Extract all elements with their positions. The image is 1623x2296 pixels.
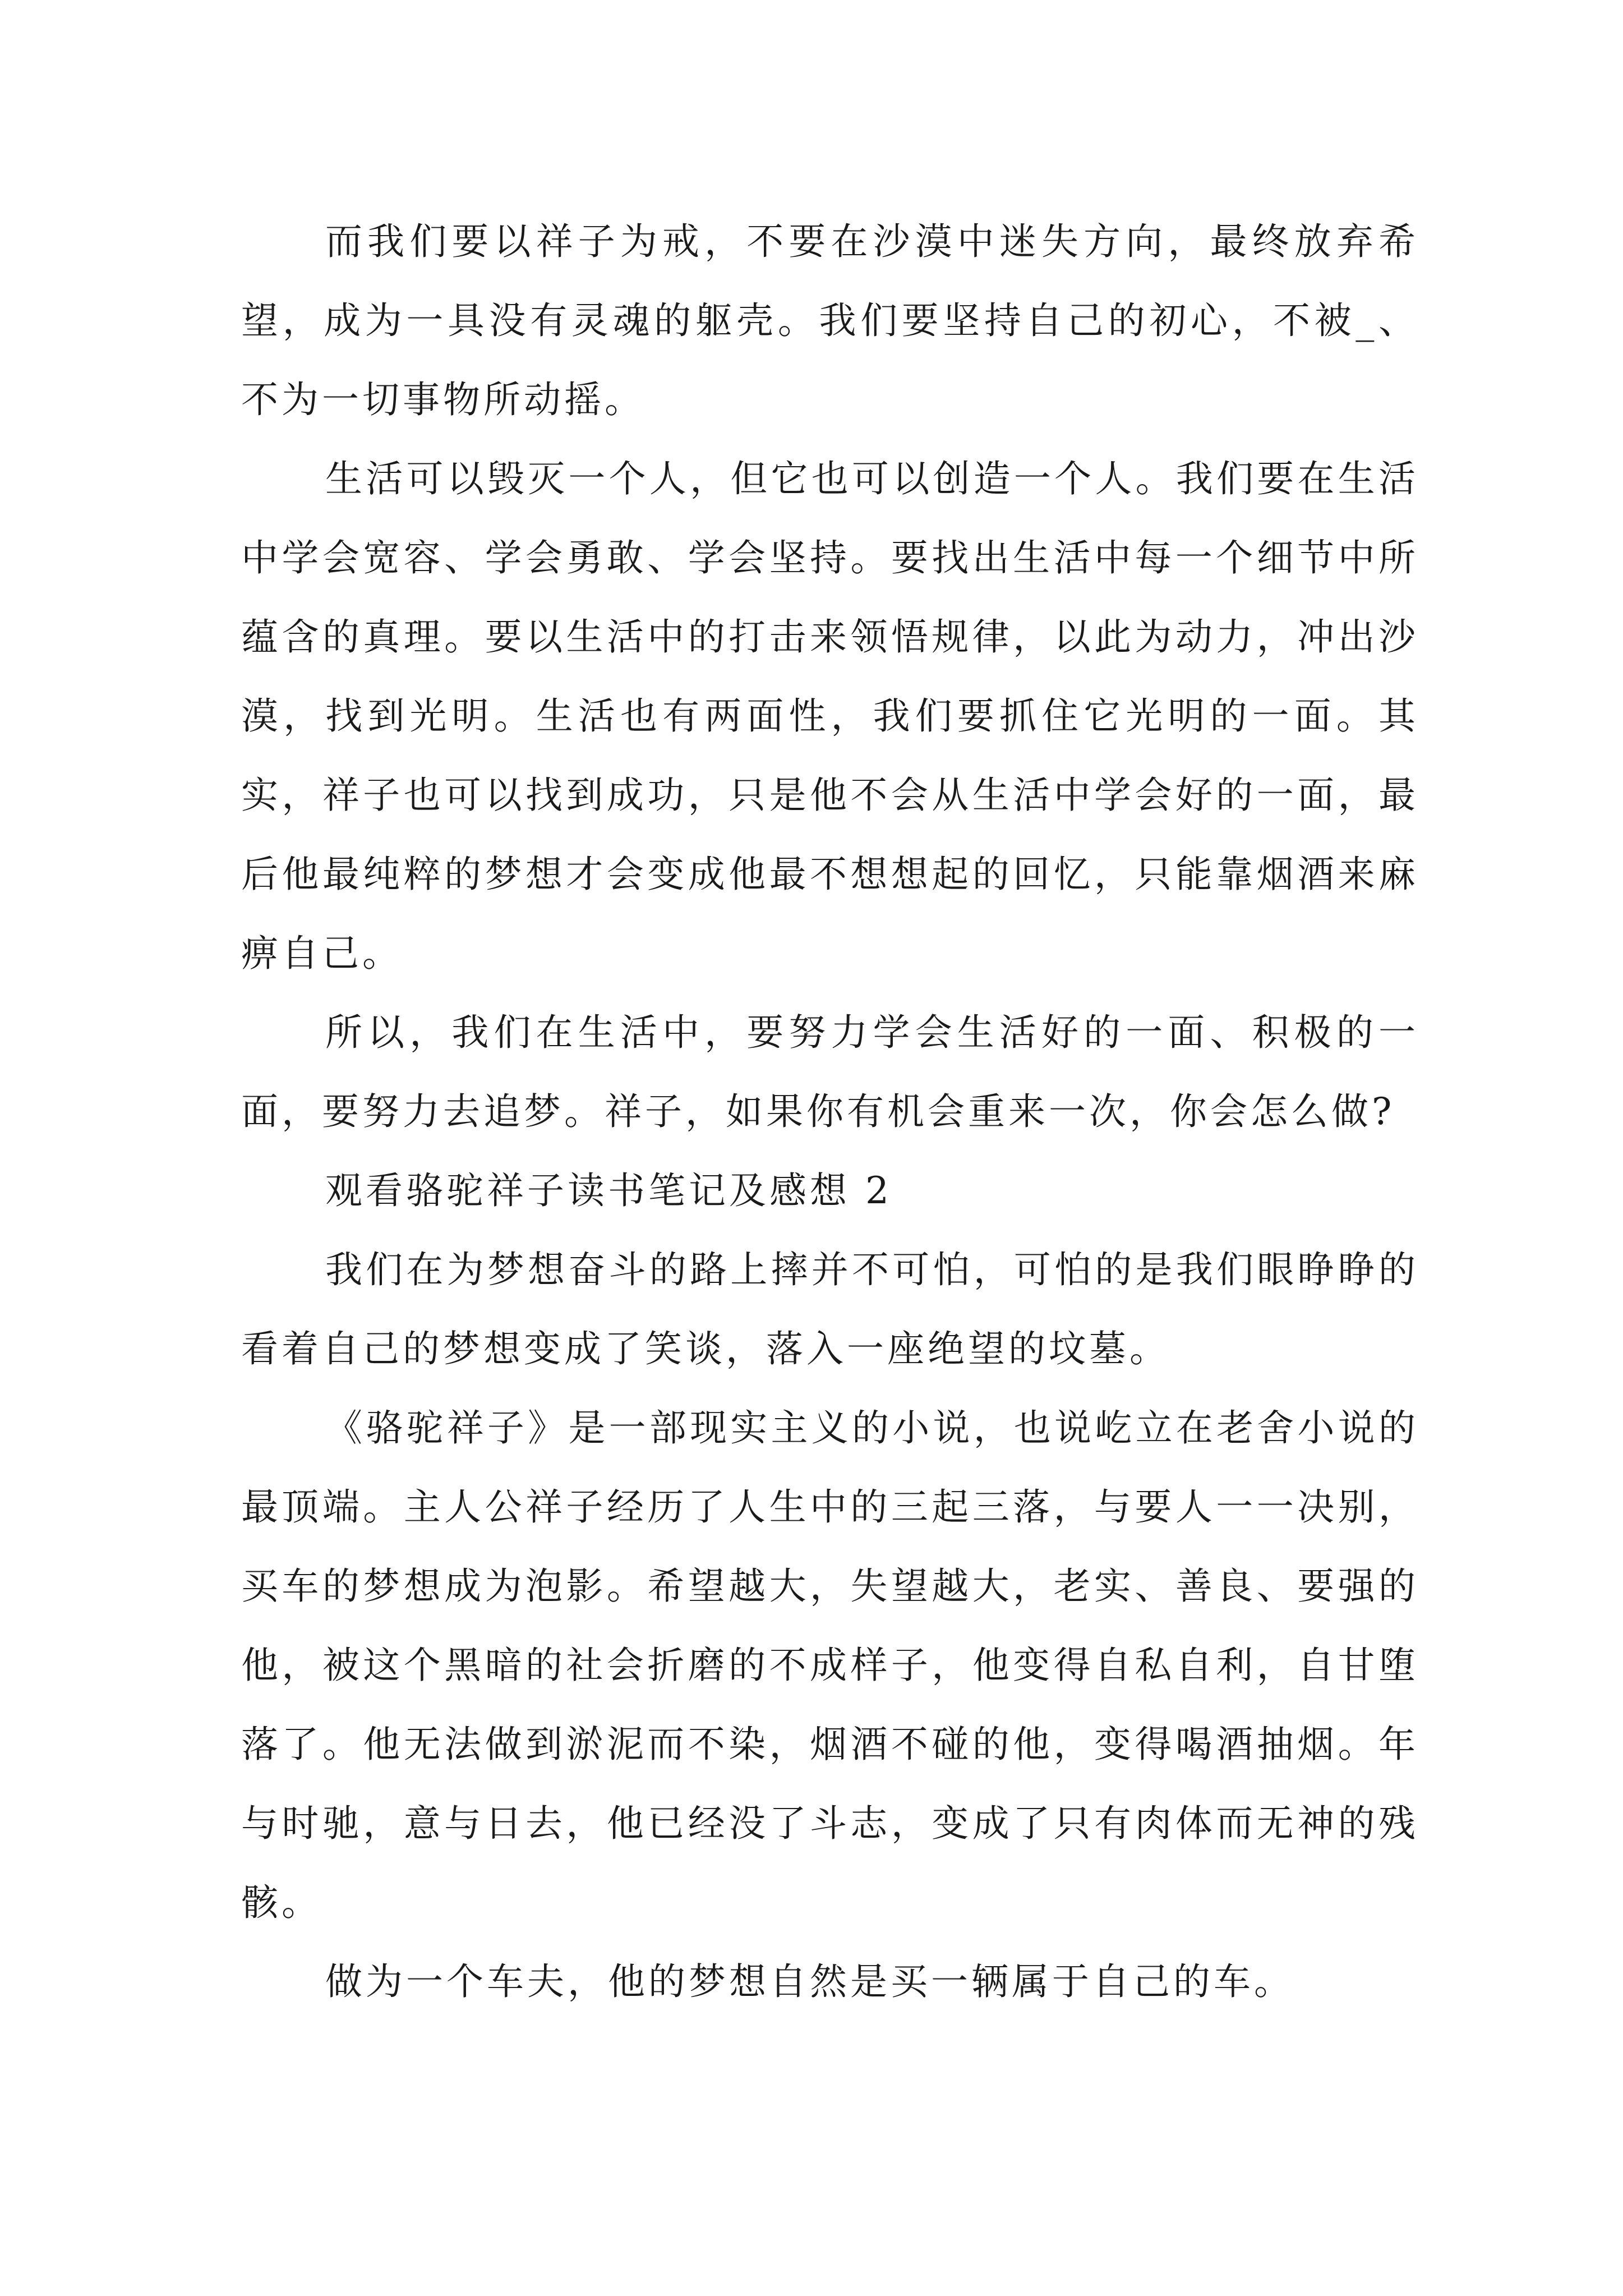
paragraph-1: 而我们要以祥子为戒，不要在沙漠中迷失方向，最终放弃希望，成为一具没有灵魂的躯壳。我们要坚持自己的初心，不被_、不为一切事物所动摇。 [241,220,1419,421]
paragraph-4: 我们在为梦想奋斗的路上摔并不可怕，可怕的是我们眼睁睁的看着自己的梦想变成了笑谈，落入一座绝望的坟墓。 [241,1248,1419,1370]
section-heading: 观看骆驼祥子读书笔记及感想 2 [325,1169,892,1212]
paragraph-5: 《骆驼祥子》是一部现实主义的小说，也说屹立在老舍小说的最顶端。主人公祥子经历了人生中的三起三落，与要人一一决别，买车的梦想成为泡影。希望越大，失望越大，老实、善良、要强的他，被这个黑暗的社会折磨的不成样子，他变得自私自利，自甘堕落了。他无法做到淤泥而不染，烟酒不碰的他，变得喝酒抽烟。年与时驰，意与日去，他已经没了斗志，变成了只有肉体而无神的残骸。 [241,1406,1419,1924]
paragraph-6: 做为一个车夫，他的梦想自然是买一辆属于自己的车。 [325,1960,1294,2003]
document-body [241,202,1419,2021]
paragraph-3: 所以，我们在生活中，要努力学会生活好的一面、积极的一面，要努力去追梦。祥子，如果你有机会重来一次，你会怎么做? [241,1011,1419,1133]
paragraph-2: 生活可以毁灭一个人，但它也可以创造一个人。我们要在生活中学会宽容、学会勇敢、学会坚持。要找出生活中每一个细节中所蕴含的真理。要以生活中的打击来领悟规律，以此为动力，冲出沙漠，找到光明。生活也有两面性，我们要抓住它光明的一面。其实，祥子也可以找到成功，只是他不会从生活中学会好的一面，最后他最纯粹的梦想才会变成他最不想想起的回忆，只能靠烟酒来麻痹自己。 [241,457,1419,975]
